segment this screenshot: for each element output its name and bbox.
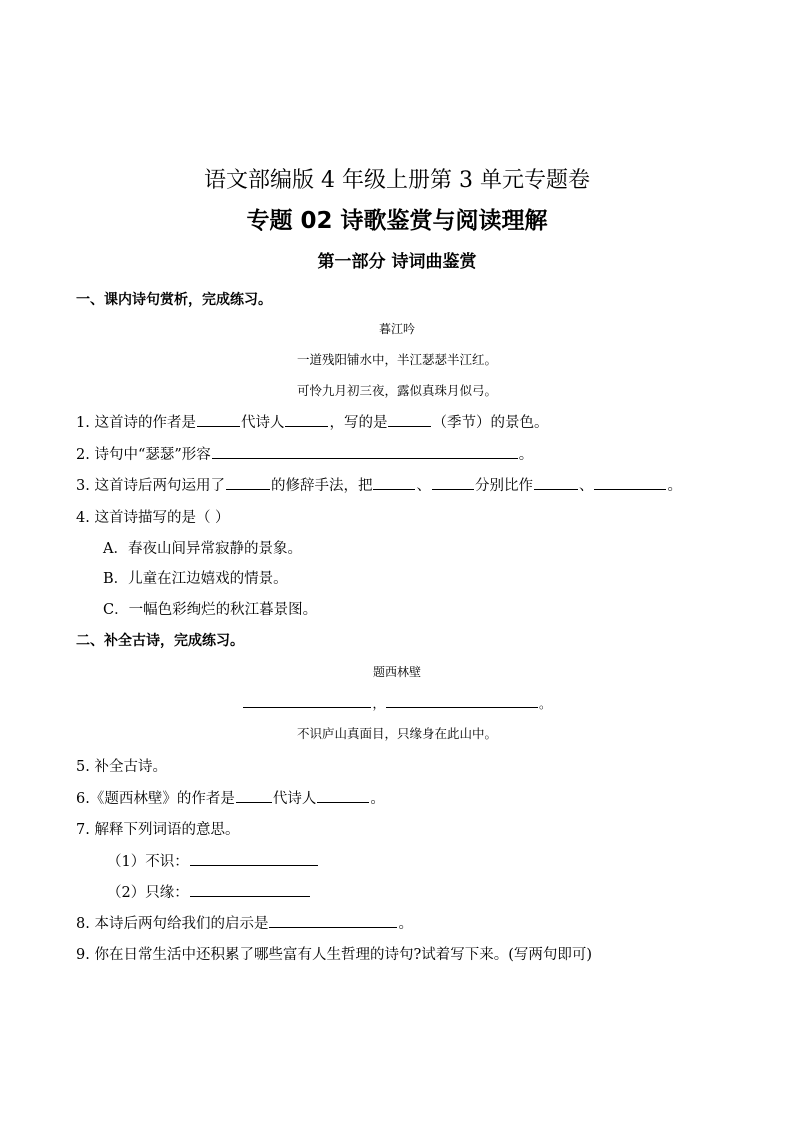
option-b[interactable]: B．儿童在江边嬉戏的情景。 <box>103 571 288 587</box>
poem-2-line-2: 不识庐山真面目，只缘身在此山中。 <box>296 726 497 741</box>
answer-blank[interactable] <box>197 412 240 427</box>
question-text: 。 <box>667 478 682 494</box>
answer-blank[interactable] <box>317 788 369 803</box>
question-text: 你在日常生活中还积累了哪些富有人生哲理的诗句?试着写下来。(写两句即可) <box>94 947 593 963</box>
section-2-heading: 二、补全古诗，完成练习。 <box>76 633 244 649</box>
question-text: 分别比作 <box>474 478 533 494</box>
question-text: ，写的是 <box>329 415 388 431</box>
question-6 <box>76 787 385 808</box>
question-number: 9. <box>76 947 90 963</box>
question-number: 2. <box>76 447 90 463</box>
sub-item-label: （2）只缘： <box>107 885 189 901</box>
punctuation: 。 <box>539 696 552 711</box>
answer-blank[interactable] <box>373 475 415 490</box>
question-4 <box>76 506 230 527</box>
question-number: 1. <box>76 415 90 431</box>
answer-blank[interactable] <box>285 412 328 427</box>
question-text: 代诗人 <box>272 791 317 807</box>
question-1 <box>76 411 548 432</box>
answer-blank[interactable] <box>226 475 270 490</box>
question-9 <box>76 943 592 964</box>
question-text: 。 <box>398 916 413 932</box>
answer-blank[interactable] <box>236 788 272 803</box>
question-text: 解释下列词语的意思。 <box>94 822 240 838</box>
question-text: 《题西林壁》的作者是 <box>89 791 235 807</box>
sub-item-label: （1）不识： <box>107 854 189 870</box>
question-7 <box>76 818 239 839</box>
answer-blank[interactable] <box>594 475 666 490</box>
question-text: 这首诗的作者是 <box>94 415 196 431</box>
answer-blank[interactable] <box>534 475 578 490</box>
question-text: 这首诗描写的是（ ） <box>94 510 230 526</box>
poem-answer-blank[interactable] <box>243 693 371 708</box>
poem-2-blank-line <box>0 693 794 712</box>
question-number: 3. <box>76 478 90 494</box>
question-number: 4. <box>76 510 90 526</box>
answer-blank[interactable] <box>388 412 431 427</box>
question-7-item-1 <box>107 850 319 871</box>
poem-answer-blank[interactable] <box>386 693 538 708</box>
answer-blank[interactable] <box>190 851 318 866</box>
question-text: 诗句中“瑟瑟”形容 <box>94 447 211 463</box>
question-text: 补全古诗。 <box>94 759 167 775</box>
question-number: 7. <box>76 822 90 838</box>
poem-1-title: 暮江吟 <box>378 322 415 336</box>
part-heading: 第一部分 诗词曲鉴赏 <box>317 252 477 272</box>
question-3 <box>76 474 682 495</box>
question-text: 代诗人 <box>240 415 285 431</box>
question-2 <box>76 443 533 464</box>
question-text: 的修辞手法，把 <box>270 478 373 494</box>
question-text: 。 <box>518 447 534 463</box>
question-text: 这首诗后两句运用了 <box>94 478 225 494</box>
punctuation: ， <box>372 696 385 711</box>
answer-blank[interactable] <box>269 913 397 928</box>
question-text: （季节）的景色。 <box>432 415 549 431</box>
answer-blank[interactable] <box>432 475 474 490</box>
question-text: 本诗后两句给我们的启示是 <box>94 916 269 932</box>
question-number: 6. <box>76 791 90 807</box>
document-subtitle: 专题 02 诗歌鉴赏与阅读理解 <box>246 208 548 234</box>
option-a[interactable]: A．春夜山间异常寂静的景象。 <box>103 541 302 557</box>
question-text: 、 <box>416 478 431 494</box>
answer-blank[interactable] <box>190 882 310 897</box>
document-title: 语文部编版 4 年级上册第 3 单元专题卷 <box>204 168 590 193</box>
answer-blank[interactable] <box>212 444 518 459</box>
question-number: 8. <box>76 916 90 932</box>
question-5 <box>76 755 167 776</box>
question-7-item-2 <box>107 881 311 902</box>
question-text: 。 <box>370 791 385 807</box>
section-1-heading: 一、课内诗句赏析，完成练习。 <box>76 292 272 308</box>
poem-2-title: 题西林壁 <box>372 665 421 679</box>
question-number: 5. <box>76 759 90 775</box>
poem-1-line-1: 一道残阳铺水中，半江瑟瑟半江红。 <box>296 352 497 367</box>
question-text: 、 <box>578 478 594 494</box>
poem-1-line-2: 可怜九月初三夜，露似真珠月似弓。 <box>296 383 497 398</box>
question-8 <box>76 912 413 933</box>
option-c[interactable]: C．一幅色彩绚烂的秋江暮景图。 <box>103 602 318 618</box>
